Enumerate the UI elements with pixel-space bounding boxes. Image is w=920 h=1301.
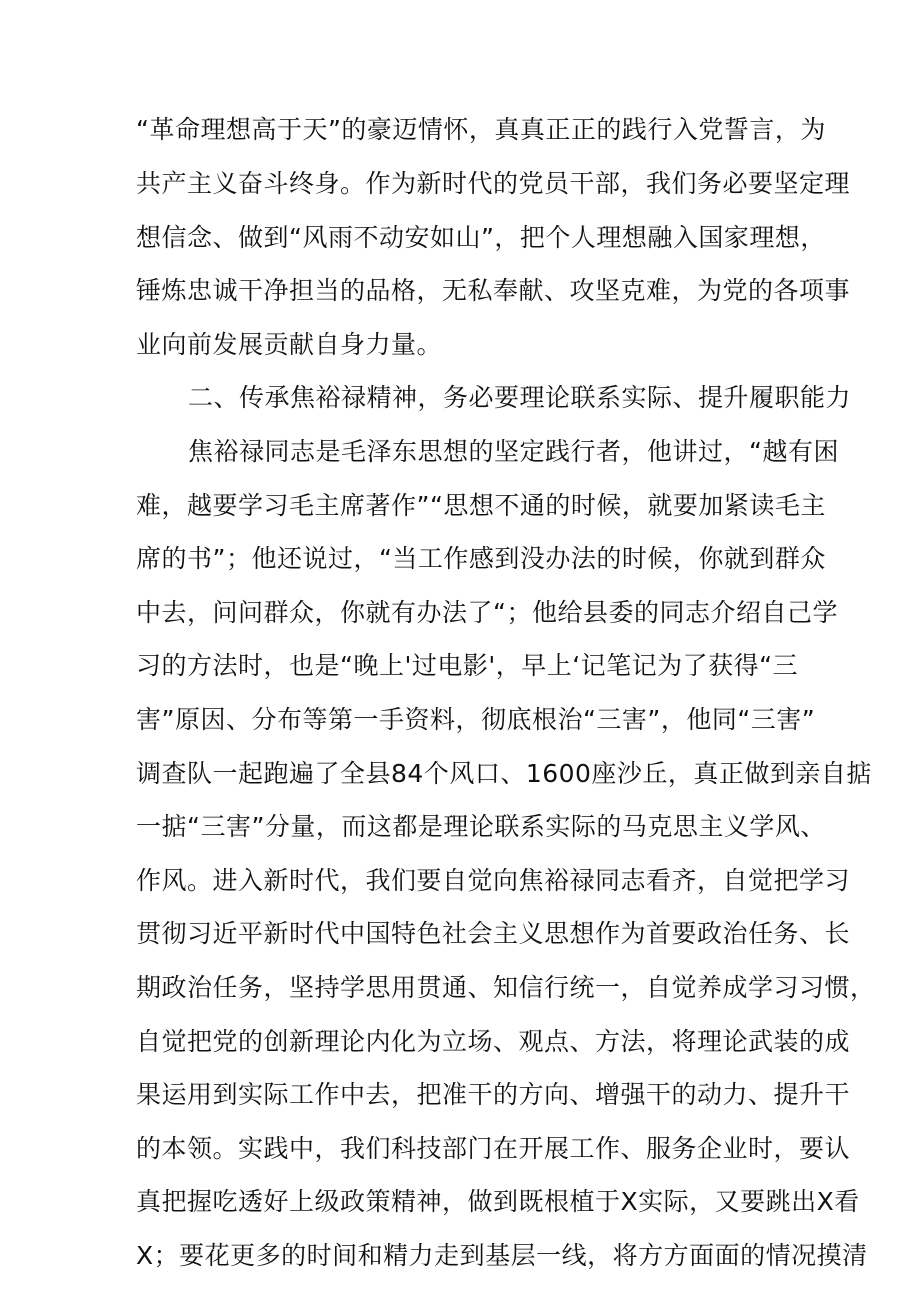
paragraph-2-line-11: 期政治任务，坚持学思用贯通、知信行统一，自觉养成学习习惯， [136,973,876,1002]
paragraph-2-line-14: 的本领。实践中，我们科技部门在开展工作、服务企业时，要认 [136,1134,851,1163]
paragraph-2-line-10: 贯彻习近平新时代中国特色社会主义思想作为首要政治任务、长 [136,919,851,948]
paragraph-2-line-1: 焦裕禄同志是毛泽东思想的坚定践行者，他讲过，“越有困 [188,437,839,466]
paragraph-2-line-13: 果运用到实际工作中去，把准干的方向、增强干的动力、提升干 [136,1080,851,1109]
paragraph-2-line-7: 调查队一起跑遍了全县84个风口、1600座沙丘，真正做到亲自掂 [136,759,872,788]
paragraph-1-line-1: “革命理想高于天”的豪迈情怀，真真正正的践行入党誓言，为 [136,115,826,144]
paragraph-1-line-3: 想信念、做到“风雨不动安如山”，把个人理想融入国家理想， [136,223,826,252]
paragraph-2-line-16: X；要花更多的时间和精力走到基层一线，将方方面面的情况摸清 [136,1241,868,1270]
paragraph-1-line-4: 锤炼忠诚干净担当的品格，无私奉献、攻坚克难，为党的各项事 [136,276,851,305]
paragraph-1-line-2: 共产主义奋斗终身。作为新时代的党员干部，我们务必要坚定理 [136,169,851,198]
paragraph-2-line-4: 中去，问问群众，你就有办法了“；他给县委的同志介绍自己学 [136,598,838,627]
paragraph-2-line-6: 害”原因、分布等第一手资料，彻底根治“三害”，他同“三害” [136,705,816,734]
paragraph-2-line-3: 席的书”；他还说过，“当工作感到没办法的时候，你就到群众 [136,544,826,573]
paragraph-2-line-2: 难，越要学习毛主席著作”“思想不通的时候，就要加紧读毛主 [136,491,826,520]
paragraph-2-line-8: 一掂“三害”分量，而这都是理论联系实际的马克思主义学风、 [136,812,826,841]
paragraph-2-line-9: 作风。进入新时代，我们要自觉向焦裕禄同志看齐，自觉把学习 [136,866,851,895]
paragraph-1-line-5: 业向前发展贡献自身力量。 [136,330,443,359]
paragraph-2-line-5: 习的方法时，也是“晚上'过电影'，早上‘记笔记为了获得“三 [136,651,799,680]
section-heading-2: 二、传承焦裕禄精神，务必要理论联系实际、提升履职能力 [188,383,852,412]
paragraph-2-line-12: 自觉把党的创新理论内化为立场、观点、方法，将理论武装的成 [136,1027,851,1056]
paragraph-2-line-15: 真把握吃透好上级政策精神，做到既根植于X实际，又要跳出X看 [136,1187,860,1216]
